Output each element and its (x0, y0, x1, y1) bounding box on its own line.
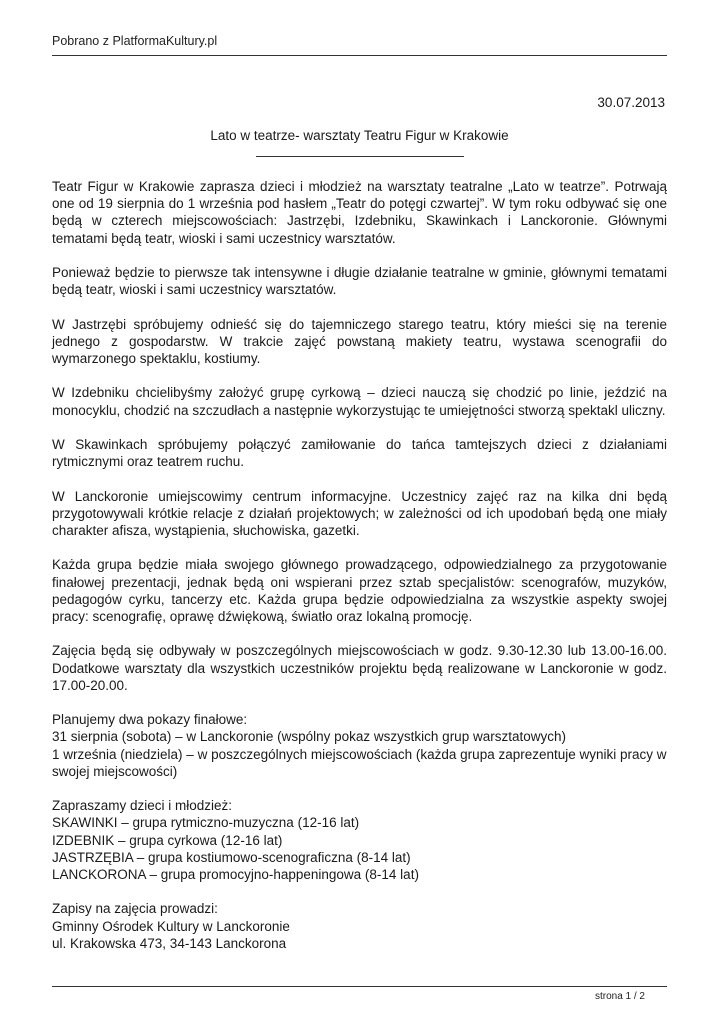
document-body (52, 178, 667, 969)
document-title: Lato w teatrze- warsztaty Teatru Figur w Krakowie (210, 128, 509, 143)
paragraph: W Skawinkach spróbujemy połączyć zamiłowanie do tańca tamtejszych dzieci z działaniami rytmicznymi oraz teatrem ruchu. (52, 436, 667, 470)
contact-heading: Zapisy na zajęcia prowadzi: (52, 901, 218, 917)
footer-divider (52, 986, 667, 987)
contact-line: Gminny Ośrodek Kultury w Lanckoronie (52, 918, 290, 934)
paragraph: Zajęcia będą się odbywały w poszczególnych miejscowościach w godz. 9.30-12.30 lub 13.00-16.00. Dodatkowe warsztaty dla wszystkich uczestników projektu będą realizowane w Lanckoronie w godz. 17.00-20.00. (52, 643, 667, 693)
groups-heading: Zapraszamy dzieci i młodzież: (52, 798, 233, 814)
header-divider (52, 55, 667, 56)
final-show-item: 31 sierpnia (sobota) – w Lanckoronie (wspólny pokaz wszystkich grup warsztatowych) (52, 729, 566, 745)
paragraph: W Lanckoronie umiejscowimy centrum informacyjne. Uczestnicy zajęć raz na kilka dni będą przygotowywali krótkie relacje z działań projektowych; w zależności od ich upodobań będą one miały charakter afisza, wystąpienia, słuchowiska, gazetki. (52, 488, 667, 538)
group-item: LANCKORONA – grupa promocyjno-happeningowa (8-14 lat) (52, 866, 419, 882)
contact-line: ul. Krakowska 473, 34-143 Lanckorona (52, 935, 287, 951)
group-item: IZDEBNIK – grupa cyrkowa (12-16 lat) (52, 832, 283, 848)
contact-section (52, 900, 667, 952)
paragraph: Teatr Figur w Krakowie zaprasza dzieci i młodzież na warsztaty teatralne „Lato w teatrze”. Potrwają one od 19 sierpnia do 1 września pod hasłem „Teatr do potęgi czwartej”. W tym roku odbywać się one będą w czterech miejscowościach: Jastrzębi, Izdebniku, Skawinkach i Lanckoronie. Głównymi tematami będą teatr, wioski i sami uczestnicy warsztatów. (52, 179, 667, 246)
group-item: JASTRZĘBIA – grupa kostiumowo-scenograficzna (8-14 lat) (52, 849, 411, 865)
final-shows-section (52, 711, 667, 780)
source-header: Pobrano z PlatformaKultury.pl (52, 34, 218, 48)
paragraph: Każda grupa będzie miała swojego głównego prowadzącego, odpowiedzialnego za przygotowanie finałowej prezentacji, jednak będą oni wspierani przez sztab specjalistów: scenografów, muzyków, pedagogów cyrku, tancerzy etc. Każda grupa będzie odpowiedzialna za wszystkie aspekty swojej pracy: scenografię, oprawę dźwiękową, światło oraz lokalną promocję. (52, 557, 667, 624)
paragraph: Ponieważ będzie to pierwsze tak intensywne i długie działanie teatralne w gminie, głównymi tematami będą teatr, wioski i sami uczestnicy warsztatów. (52, 265, 667, 298)
title-underline (256, 156, 464, 157)
paragraph: W Jastrzębi spróbujemy odnieść się do tajemniczego starego teatru, który mieści się na terenie jednego z gospodarstw. W trakcie zajęć powstaną makiety teatru, wystawa scenografii do wymarzonego spektaklu, kostiumy. (52, 316, 667, 366)
final-show-item: 1 września (niedziela) – w poszczególnych miejscowościach (każda grupa zaprezentuje wyniki pracy w swojej miejscowości) (52, 746, 667, 779)
group-item: SKAWINKI – grupa rytmiczno-muzyczna (12-16 lat) (52, 815, 360, 831)
document-date: 30.07.2013 (597, 95, 665, 110)
groups-section (52, 797, 667, 883)
page-number: strona 1 / 2 (594, 991, 645, 1002)
final-shows-heading: Planujemy dwa pokazy finałowe: (52, 712, 248, 728)
paragraph: W Izdebniku chcielibyśmy założyć grupę cyrkową – dzieci nauczą się chodzić po linie, jeździć na monocyklu, chodzić na szczudłach a następnie wykorzystując te umiejętności stworzą spektakl uliczny. (52, 385, 667, 418)
